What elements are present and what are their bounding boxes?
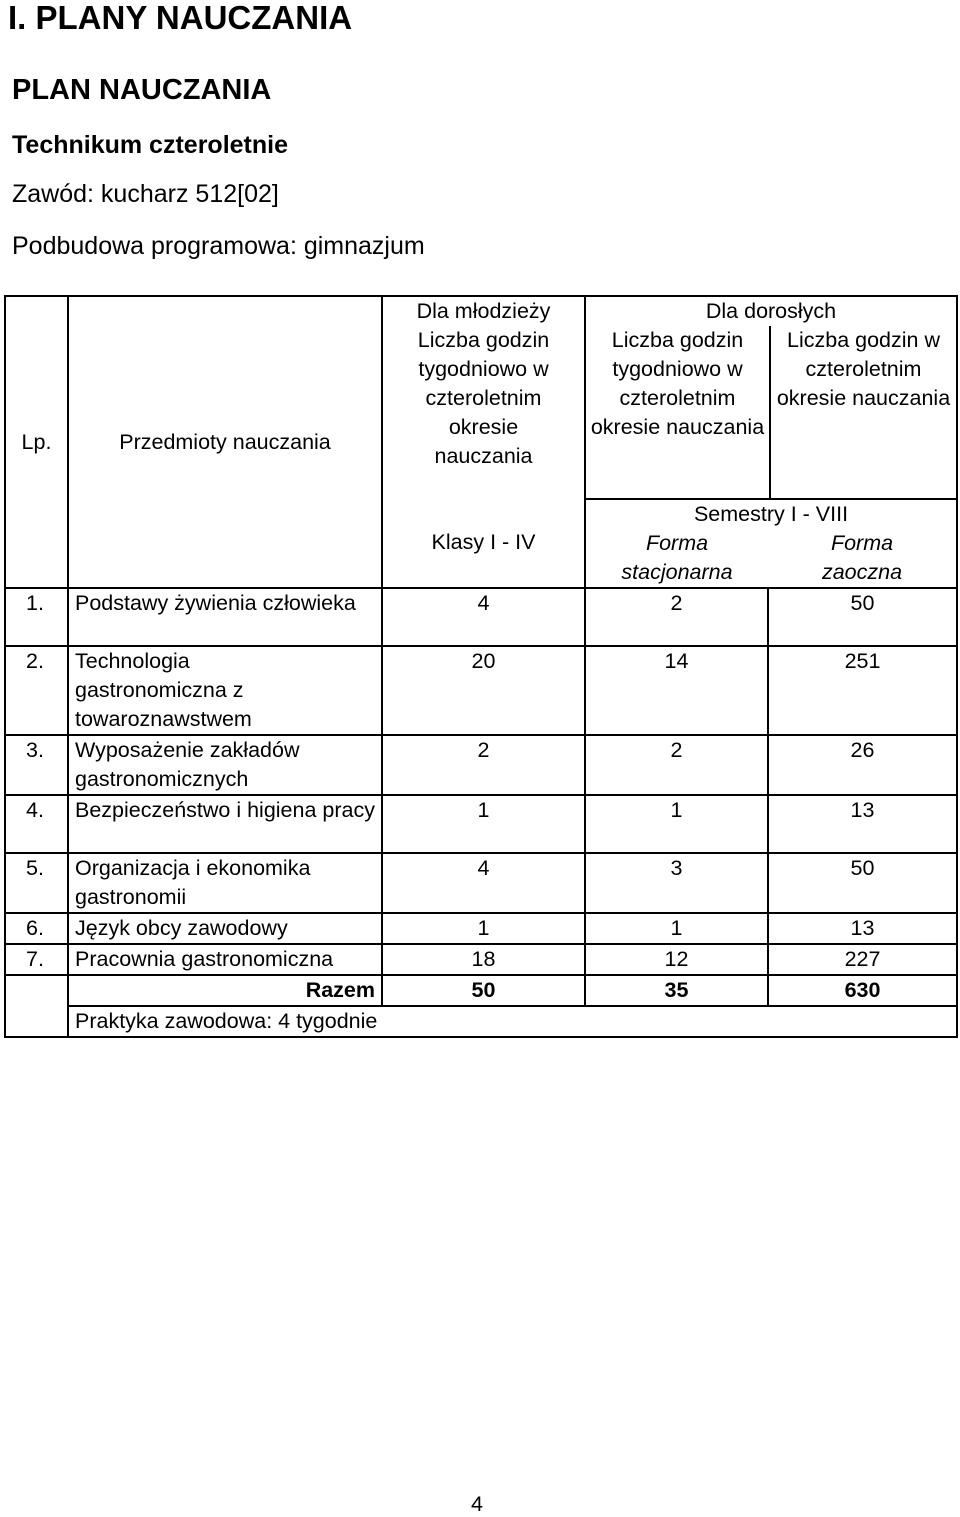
row-extramural: 227 xyxy=(768,944,957,975)
row-youth: 18 xyxy=(382,944,585,975)
row-stationary: 1 xyxy=(585,913,768,944)
header-youth: Dla młodzieży xyxy=(416,299,551,323)
total-stationary: 35 xyxy=(585,975,768,1006)
header-semesters: Semestry I - VIII xyxy=(585,499,957,529)
header-form-stationary: Forma stacjonarna xyxy=(585,529,768,588)
row-youth: 2 xyxy=(382,735,585,795)
header-lp: Lp. xyxy=(5,296,68,588)
row-extramural: 13 xyxy=(768,795,957,853)
row-subject: Podstawy żywienia człowieka xyxy=(68,588,382,646)
teaching-plan-table xyxy=(4,295,958,1038)
table-row xyxy=(5,944,957,975)
row-extramural: 50 xyxy=(768,588,957,646)
row-extramural: 26 xyxy=(768,735,957,795)
total-extramural: 630 xyxy=(768,975,957,1006)
header-youth-cell xyxy=(382,296,585,499)
table-row xyxy=(5,913,957,944)
header-youth-classes: Klasy I - IV xyxy=(382,499,585,588)
row-extramural: 13 xyxy=(768,913,957,944)
table-row xyxy=(5,735,957,795)
section-heading: I. PLANY NAUCZANIA xyxy=(8,0,353,36)
row-stationary: 2 xyxy=(585,588,768,646)
total-youth: 50 xyxy=(382,975,585,1006)
row-stationary: 3 xyxy=(585,853,768,913)
header-youth-hours: Liczba godzin tygodniowo w czteroletnim okresie nauczania xyxy=(417,328,550,468)
total-lp xyxy=(5,975,68,1006)
row-youth: 1 xyxy=(382,795,585,853)
header-subjects: Przedmioty nauczania xyxy=(68,296,382,588)
row-youth: 4 xyxy=(382,588,585,646)
practice-row xyxy=(5,1006,957,1037)
row-subject: Język obcy zawodowy xyxy=(68,913,382,944)
row-lp: 7. xyxy=(5,944,68,975)
total-label: Razem xyxy=(68,975,382,1006)
page-number: 4 xyxy=(471,1492,483,1516)
program-base: Podbudowa programowa: gimnazjum xyxy=(12,232,425,260)
header-adult-cell xyxy=(585,296,957,499)
row-lp: 3. xyxy=(5,735,68,795)
practice-text: Praktyka zawodowa: 4 tygodnie xyxy=(68,1006,957,1037)
header-form-extramural: Forma zaoczna xyxy=(768,529,957,588)
plan-title: PLAN NAUCZANIA xyxy=(12,74,272,106)
table-row xyxy=(5,646,957,735)
row-lp: 5. xyxy=(5,853,68,913)
row-subject: Pracownia gastronomiczna xyxy=(68,944,382,975)
header-adult: Dla dorosłych xyxy=(705,299,837,323)
row-subject: Technologia gastronomiczna z towaroznawstwem xyxy=(68,646,382,735)
row-lp: 1. xyxy=(5,588,68,646)
row-stationary: 1 xyxy=(585,795,768,853)
row-lp: 4. xyxy=(5,795,68,853)
row-subject: Organizacja i ekonomika gastronomii xyxy=(68,853,382,913)
practice-lp xyxy=(5,1006,68,1037)
total-row xyxy=(5,975,957,1006)
header-adult-extramural-hours: Liczba godzin w czteroletnim okresie nauczania xyxy=(776,328,951,410)
row-lp: 6. xyxy=(5,913,68,944)
school-type: Technikum czteroletnie xyxy=(12,131,288,159)
row-stationary: 2 xyxy=(585,735,768,795)
row-extramural: 50 xyxy=(768,853,957,913)
row-youth: 1 xyxy=(382,913,585,944)
header-adult-stationary-hours: Liczba godzin tygodniowo w czteroletnim okresie nauczania xyxy=(586,326,771,498)
row-youth: 20 xyxy=(382,646,585,735)
row-youth: 4 xyxy=(382,853,585,913)
table-row xyxy=(5,588,957,646)
row-subject: Wyposażenie zakładów gastronomicznych xyxy=(68,735,382,795)
row-extramural: 251 xyxy=(768,646,957,735)
row-subject: Bezpieczeństwo i higiena pracy xyxy=(68,795,382,853)
row-lp: 2. xyxy=(5,646,68,735)
profession: Zawód: kucharz 512[02] xyxy=(12,180,279,208)
table-row xyxy=(5,853,957,913)
table-row xyxy=(5,795,957,853)
row-stationary: 14 xyxy=(585,646,768,735)
row-stationary: 12 xyxy=(585,944,768,975)
